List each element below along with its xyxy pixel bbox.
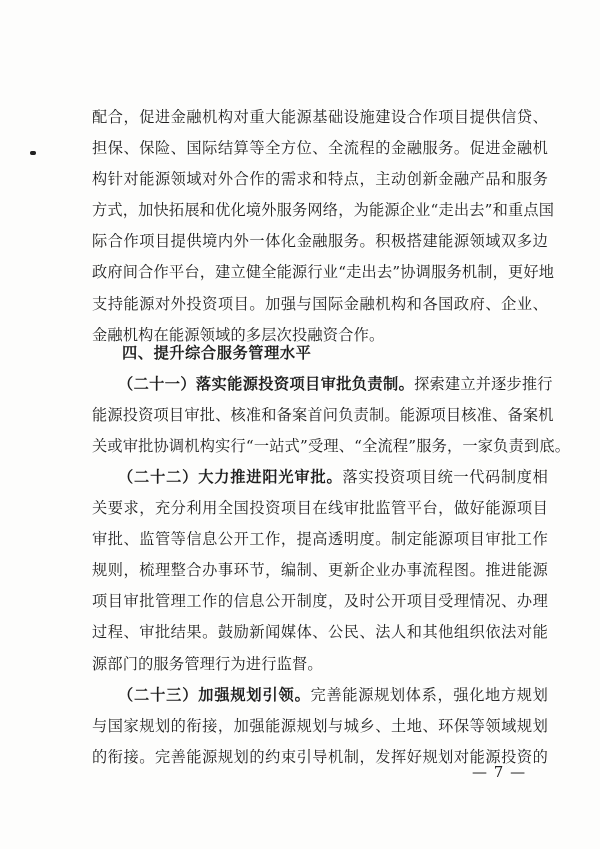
scan-mark bbox=[30, 151, 36, 155]
section-heading: 四、提升综合服务管理水平 bbox=[122, 344, 312, 362]
text-line: 关要求，充分利用全国投资项目在线审批监管平台，做好能源项目 bbox=[92, 499, 548, 518]
text-line: 际合作项目提供境内外一体化金融服务。积极搭建能源领域双多边 bbox=[92, 232, 548, 251]
text-line: 规则，梳理整合办事环节，编制、更新企业办事流程图。推进能源 bbox=[92, 561, 548, 580]
text-line: 构针对能源领域对外合作的需求和特点，主动创新金融产品和服务 bbox=[92, 170, 548, 189]
paragraph-title: （二十一）落实能源投资项目审批负责制。 bbox=[118, 375, 415, 393]
paragraph-text: 落实投资项目统一代码制度相 bbox=[342, 468, 548, 486]
text-line: 政府间合作平台，建立健全能源行业“走出去”协调服务机制，更好地 bbox=[92, 263, 555, 282]
paragraph-title: （二十二）大力推进阳光审批。 bbox=[118, 468, 343, 486]
text-line: 金融机构在能源领域的多层次投融资合作。 bbox=[92, 325, 385, 344]
text-line: 的衔接。完善能源规划的约束引导机制，发挥好规划对能源投资的 bbox=[92, 748, 548, 767]
text-line: 支持能源对外投资项目。加强与国际金融机构和各国政府、企业、 bbox=[92, 294, 548, 313]
text-line: 审批、监管等信息公开工作，提高透明度。制定能源项目审批工作 bbox=[92, 530, 548, 549]
text-line: 过程、审批结果。鼓励新闻媒体、公民、法人和其他组织依法对能 bbox=[92, 623, 548, 642]
text-line: 配合，促进金融机构对重大能源基础设施建设合作项目提供信贷、 bbox=[92, 108, 548, 126]
paragraph-first-line bbox=[92, 680, 548, 711]
paragraph-title: （二十三）加强规划引领。 bbox=[118, 686, 311, 704]
text-line: 担保、保险、国际结算等全方位、全流程的金融服务。促进金融机 bbox=[92, 139, 548, 158]
paragraph-first-line bbox=[92, 369, 553, 400]
text-line: 项目审批管理工作的信息公开制度，及时公开项目受理情况、办理 bbox=[92, 592, 548, 611]
paragraph-text: 完善能源规划体系，强化地方规划 bbox=[310, 686, 548, 704]
text-line: 源部门的服务管理行为进行监督。 bbox=[92, 654, 323, 673]
text-line: 关或审批协调机构实行“一站式”受理、“全流程”服务，一家负责到底。 bbox=[92, 437, 571, 456]
intro-paragraph bbox=[92, 102, 555, 351]
page-number: — 7 — bbox=[472, 763, 527, 781]
text-line: 能源投资项目审批、核准和备案首问负责制。能源项目核准、备案机 bbox=[92, 406, 554, 425]
paragraph-text: 探索建立并逐步推行 bbox=[414, 375, 553, 393]
paragraph-21 bbox=[92, 369, 571, 462]
paragraph-first-line bbox=[92, 462, 548, 493]
text-line: 方式，加快拓展和优化境外服务网络，为能源企业“走出去”和重点国 bbox=[92, 201, 555, 220]
paragraph-23 bbox=[92, 680, 548, 773]
paragraph-22 bbox=[92, 462, 548, 680]
text-line: 与国家规划的衔接，加强能源规划与城乡、土地、环保等领域规划 bbox=[92, 717, 548, 736]
